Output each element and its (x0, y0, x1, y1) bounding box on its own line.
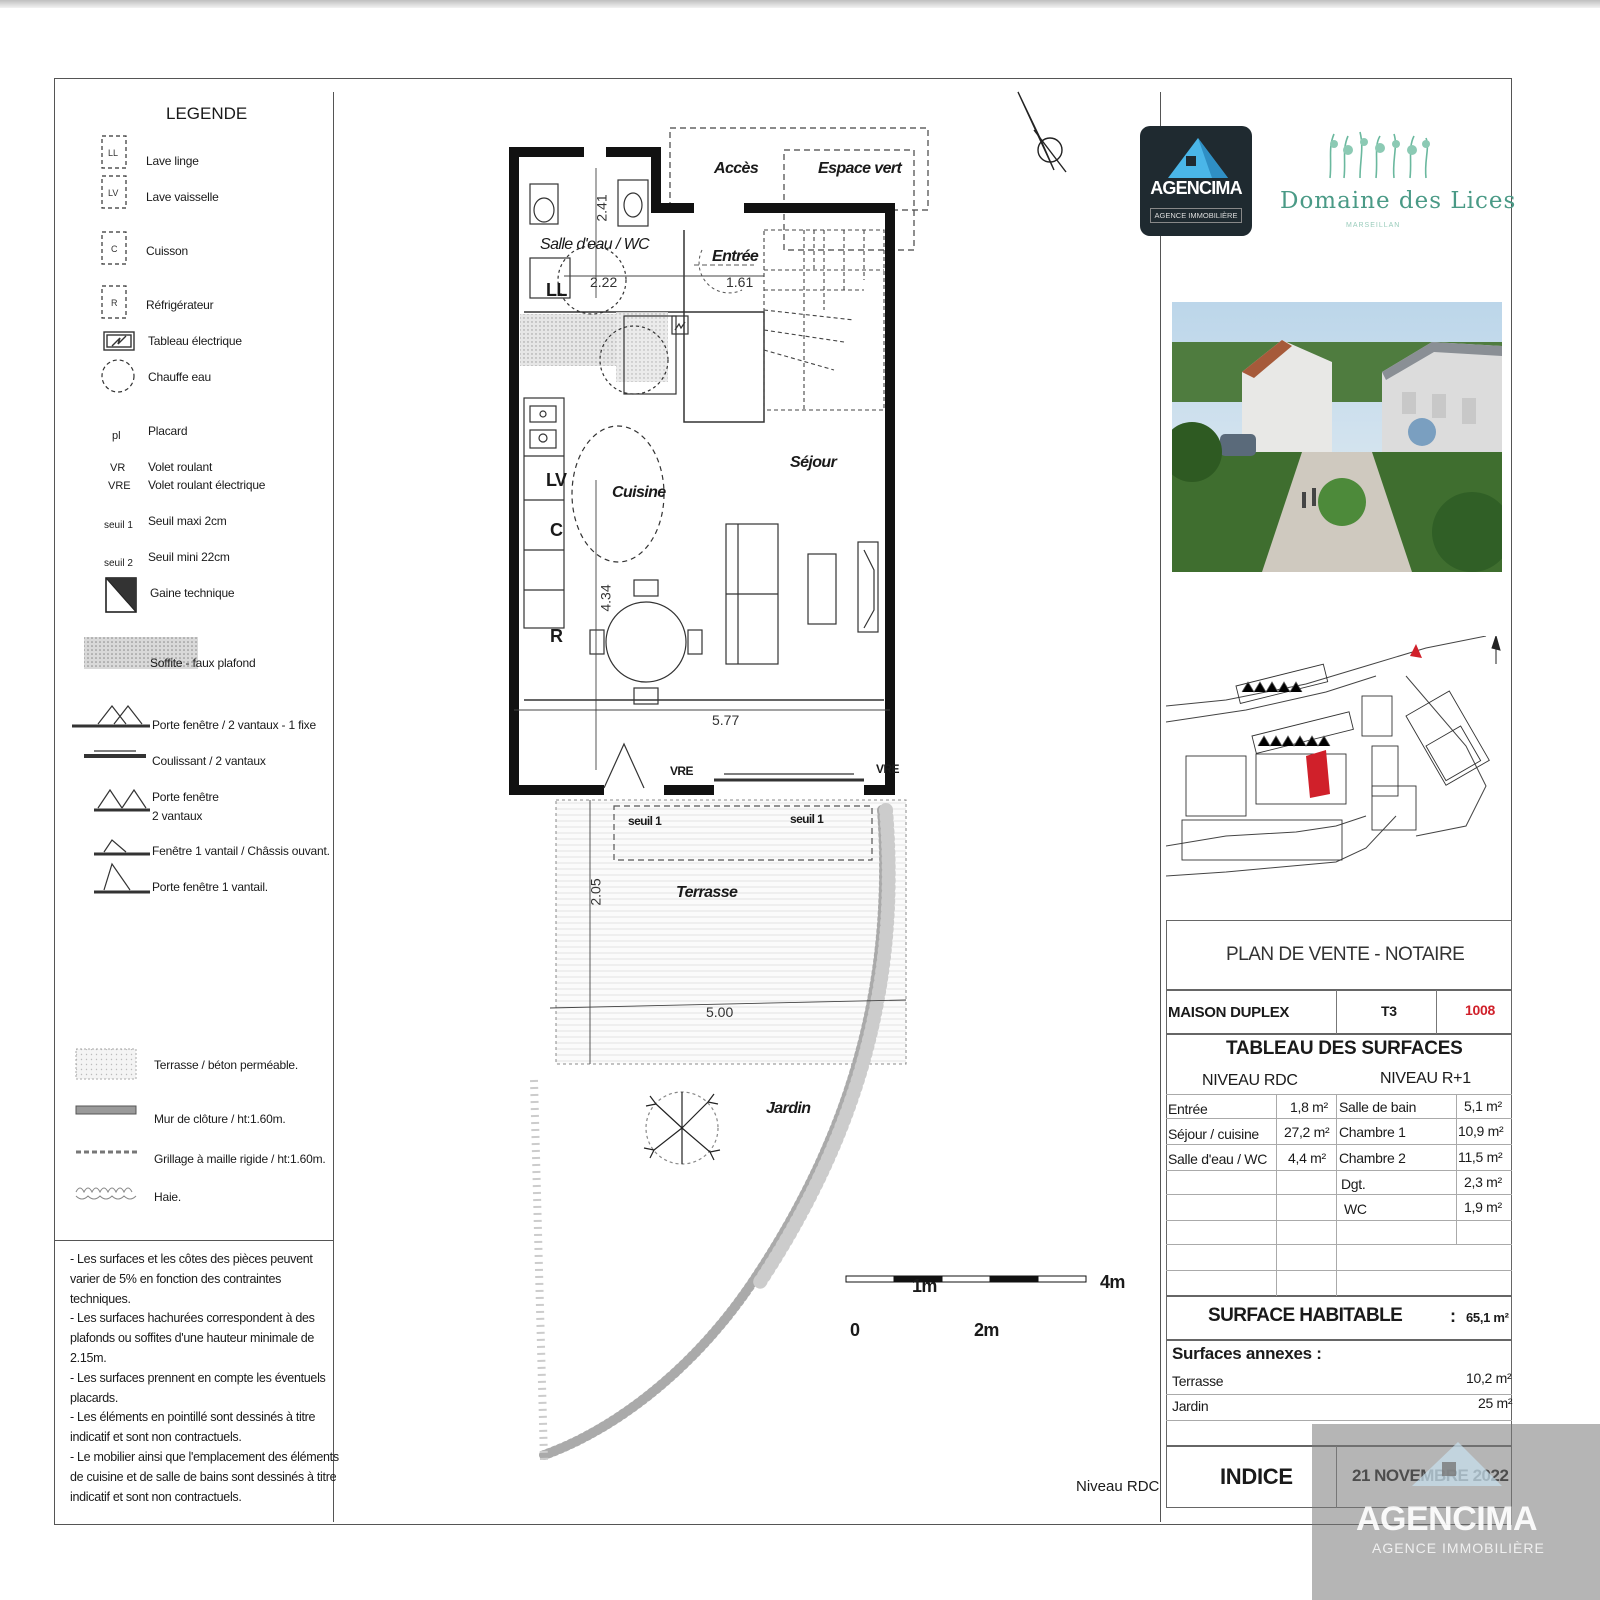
room-entree: Entrée (712, 248, 759, 265)
rdc-row-3-area: 4,4 m² (1288, 1150, 1326, 1166)
typology: T3 (1381, 1003, 1397, 1019)
surface-colon: : (1450, 1306, 1456, 1326)
r1-row-5-area: 1,9 m² (1464, 1199, 1502, 1215)
r1-row-4-name: Dgt. (1341, 1176, 1366, 1192)
tree-symbol (644, 1092, 720, 1164)
scale-0: 0 (850, 1320, 860, 1340)
legend-row-haie: Haie. (154, 1190, 182, 1204)
scale-1m: 1m (912, 1276, 937, 1296)
dim-161: 1.61 (726, 274, 754, 290)
note-4: - Les éléments en pointillé sont dessinés à titre indicatif et sont non contractuels. (70, 1410, 316, 1445)
annexes-title: Surfaces annexes : (1172, 1344, 1322, 1363)
r1-row-1-area: 5,1 m² (1464, 1098, 1502, 1114)
site-north-arrow-icon (1492, 636, 1500, 664)
legend-row-seuil2: Seuil mini 22cm (148, 550, 230, 564)
fixture-ll: LL (546, 280, 567, 300)
room-cuisine: Cuisine (612, 484, 666, 501)
house-type: MAISON DUPLEX (1168, 1004, 1290, 1021)
fixture-r: R (550, 626, 563, 646)
annex-1-name: Terrasse (1172, 1373, 1224, 1389)
note-2: - Les surfaces hachurées correspondent à des plafonds ou soffites d'une hauteur minimale de 2.15m. (70, 1311, 315, 1365)
project-rendering (1172, 302, 1502, 572)
note-5: - Le mobilier ainsi que l'emplacement des éléments de cuisine et de salle de bains sont dessinés à titre indicatif et sont non contractuels. (70, 1449, 339, 1504)
room-espace-vert: Espace vert (818, 160, 902, 177)
watermark (1312, 1424, 1600, 1600)
r1-row-4-area: 2,3 m² (1464, 1174, 1502, 1190)
svg-text:R: R (111, 298, 118, 308)
room-sejour: Séjour (790, 454, 837, 471)
annex-2-area: 25 m² (1478, 1395, 1513, 1411)
legend-row-chauffe-eau: Chauffe eau (148, 370, 211, 384)
agency-sub: AGENCE IMMOBILIÈRE (1150, 208, 1242, 223)
room-salle-eau: Salle d'eau / WC (540, 236, 650, 253)
legend-row-tableau: Tableau électrique (148, 334, 242, 348)
indice-label: INDICE (1220, 1464, 1293, 1489)
legend-row-grillage: Grillage à maille rigide / ht:1.60m. (154, 1152, 326, 1166)
legend-code-pl: pl (112, 430, 121, 442)
dim-222: 2.22 (590, 274, 618, 290)
scale-bar (846, 1276, 1086, 1282)
legend-row-ll: Lave linge (146, 154, 199, 168)
site-map (1166, 636, 1506, 902)
scan-top-edge (0, 0, 1600, 8)
room-acces: Accès (714, 160, 759, 177)
svg-text:LL: LL (108, 148, 119, 158)
legend-code-seuil1: seuil 1 (104, 520, 133, 531)
domain-name: Domaine des Lices (1280, 188, 1517, 214)
level-rdc-header: NIVEAU RDC (1202, 1072, 1298, 1089)
watermark-sub: AGENCE IMMOBILIÈRE (1372, 1540, 1545, 1556)
scale-4m: 4m (1100, 1272, 1125, 1292)
watermark-roof-icon (1402, 1438, 1512, 1488)
r1-row-2-name: Chambre 1 (1339, 1124, 1406, 1140)
legend-row-c: Cuisson (146, 244, 188, 258)
legend-row-seuil1: Seuil maxi 2cm (148, 514, 227, 528)
legend-row-terrasse: Terrasse / béton perméable. (154, 1058, 299, 1072)
legend-title: LEGENDE (166, 104, 248, 123)
legend-row-soffite: Soffite - faux plafond (150, 656, 256, 670)
lot-number: 1008 (1465, 1002, 1495, 1018)
scale-2m: 2m (974, 1320, 999, 1340)
r1-row-5-name: WC (1344, 1201, 1367, 1217)
legend-code-vre: VRE (108, 480, 131, 492)
sofa (726, 524, 878, 664)
room-jardin: Jardin (766, 1100, 811, 1117)
agency-roof-icon (1162, 134, 1232, 180)
terrasse-area (556, 800, 906, 1064)
legend-row-pf-2v-b: 2 vantaux (152, 809, 203, 823)
room-terrasse: Terrasse (676, 884, 738, 901)
legend-notes (70, 1250, 342, 1507)
floor-plan (334, 80, 1160, 1520)
watermark-name: AGENCIMA (1356, 1500, 1538, 1538)
r1-row-2-area: 10,9 m² (1458, 1123, 1504, 1139)
level-label: Niveau RDC (1076, 1478, 1160, 1495)
seuil-a: seuil 1 (628, 814, 662, 828)
svg-text:C: C (111, 244, 118, 254)
dim-577: 5.77 (712, 712, 740, 728)
note-1: - Les surfaces et les côtes des pièces peuvent varier de 5% en fonction des contraintes techniques. (70, 1252, 313, 1306)
legend-row-gaine: Gaine technique (150, 586, 235, 600)
legend-row-pf-1v: Porte fenêtre 1 vantail. (152, 880, 268, 894)
dim-434: 4.34 (597, 584, 614, 612)
legend-row-fenetre-1v: Fenêtre 1 vantail / Châssis ouvant. (152, 844, 330, 858)
legend-row-vre: Volet roulant électrique (148, 478, 266, 492)
note-3: - Les surfaces prennent en compte les éventuels placards. (70, 1370, 326, 1405)
legend-row-placard: Placard (148, 424, 188, 438)
rdc-row-2-name: Séjour / cuisine (1168, 1126, 1259, 1142)
rdc-row-1-area: 1,8 m² (1290, 1099, 1328, 1115)
window-vre-1: VRE (670, 764, 693, 778)
fixture-c: C (550, 520, 563, 540)
site-lot-highlight (1306, 750, 1330, 798)
r1-row-3-name: Chambre 2 (1339, 1150, 1406, 1166)
dim-241: 2.41 (593, 194, 610, 222)
dim-500: 5.00 (706, 1004, 734, 1020)
legend-row-coulissant: Coulissant / 2 vantaux (152, 754, 266, 768)
seuil-b: seuil 1 (790, 812, 824, 826)
domain-plants-icon (1320, 130, 1440, 180)
legend-row-pf-2v-1f: Porte fenêtre / 2 vantaux - 1 fixe (152, 718, 316, 732)
r1-row-3-area: 11,5 m² (1458, 1149, 1503, 1165)
legend-code-seuil2: seuil 2 (104, 558, 133, 569)
window-vre-2: VRE (876, 762, 899, 776)
legend-row-r: Réfrigérateur (146, 298, 214, 312)
rdc-row-2-area: 27,2 m² (1284, 1124, 1330, 1140)
rdc-row-3-name: Salle d'eau / WC (1168, 1151, 1268, 1167)
north-arrow-icon (1018, 92, 1066, 172)
surface-label: SURFACE HABITABLE (1208, 1305, 1403, 1326)
legend-row-mur: Mur de clôture / ht:1.60m. (154, 1112, 286, 1126)
fixture-lv: LV (546, 470, 567, 490)
staircase (764, 230, 884, 410)
legend-row-vr: Volet roulant (148, 460, 213, 474)
r1-row-1-name: Salle de bain (1339, 1099, 1417, 1115)
dim-205: 2.05 (587, 878, 604, 906)
svg-text:LV: LV (108, 188, 119, 198)
agency-logo (1140, 126, 1252, 236)
annex-2-name: Jardin (1172, 1398, 1209, 1414)
table-title: TABLEAU DES SURFACES (1226, 1038, 1463, 1059)
legend-row-lv: Lave vaisselle (146, 190, 219, 204)
notes-separator (54, 1240, 334, 1241)
annex-1-area: 10,2 m² (1466, 1370, 1512, 1386)
surface-value: 65,1 m² (1466, 1310, 1509, 1325)
domain-sub: MARSEILLAN (1346, 222, 1401, 229)
rdc-row-1-name: Entrée (1168, 1101, 1208, 1117)
legend-row-pf-2v: Porte fenêtre (152, 790, 219, 804)
level-r1-header: NIVEAU R+1 (1380, 1070, 1471, 1087)
sheet-title: PLAN DE VENTE - NOTAIRE (1226, 944, 1465, 965)
legend-code-vr: VR (110, 462, 126, 474)
agency-name: AGENCIMA (1150, 178, 1242, 198)
